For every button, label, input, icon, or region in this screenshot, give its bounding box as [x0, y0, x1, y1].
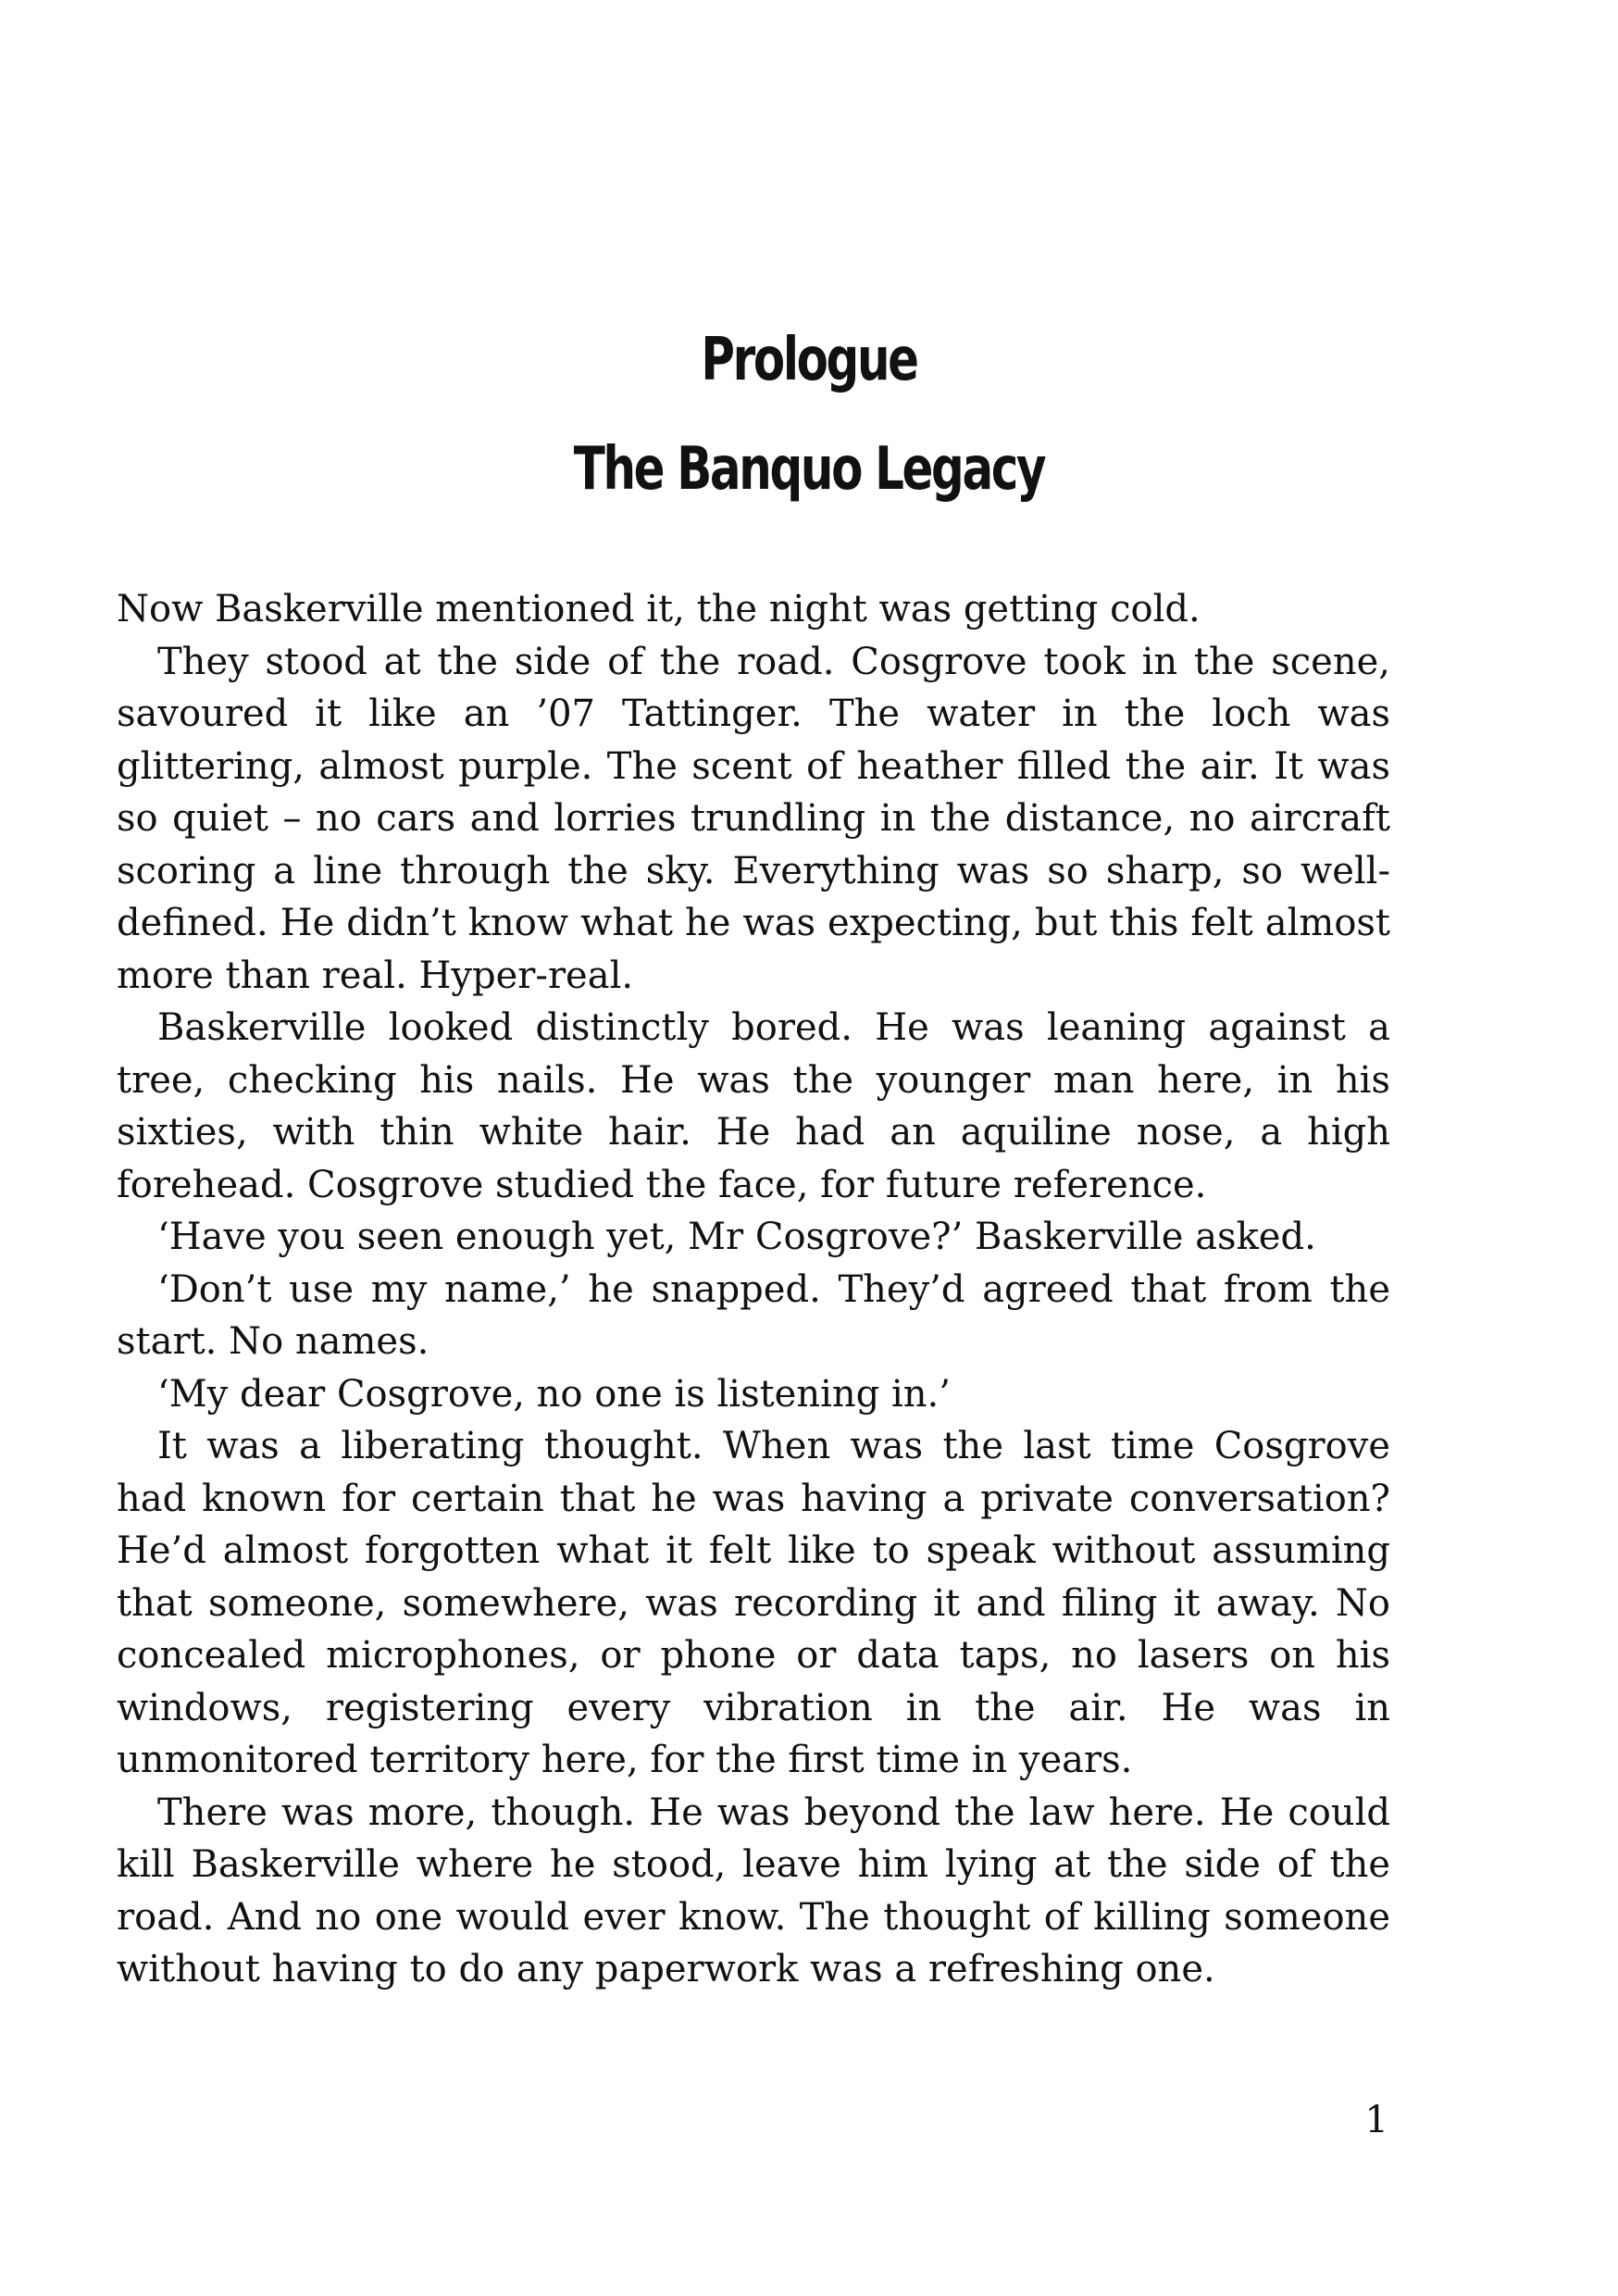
chapter-label: Prologue: [701, 326, 917, 394]
prologue-text: [117, 583, 1390, 1996]
paragraph: It was a liberating thought. When was the last time Cosgrove had known for certain that he was having a private conversation? He’d almost forgotten what it felt like to speak without assuming that someone, somewhere, was recording it and filing it away. No concealed microphones, or phone or data taps, no lasers on his windows, registering every vibration in the air. He was in unmonitored territory here, for the first time in years.: [117, 1425, 1390, 1781]
paragraph: ‘Don’t use my name,’ he snapped. They’d agreed that from the start. No names.: [117, 1267, 1390, 1363]
paragraph: There was more, though. He was beyond the law here. He could kill Baskerville where he stood, leave him lying at the side of the road. And no one would ever know. The thought of killing someone without having to do any paperwork was a refreshing one.: [117, 1791, 1390, 1990]
paragraph: ‘Have you seen enough yet, Mr Cosgrove?’ Baskerville asked.: [157, 1216, 1316, 1258]
paragraph: Now Baskerville mentioned it, the night was getting cold.: [117, 588, 1201, 630]
page-number: 1: [1364, 2099, 1388, 2141]
chapter-heading: [178, 306, 1439, 524]
paragraph: ‘My dear Cosgrove, no one is listening in.’: [157, 1372, 951, 1416]
paragraph: They stood at the side of the road. Cosgrove took in the scene, savoured it like an ’07 Tattinger. The water in the loch was glittering, almost purple. The scent of heather filled the air. It was so quiet – no cars and lorries trundling in the distance, no aircraft scoring a line through the sky. Everything was so sharp, so well-defined. He didn’t know what he was expecting, but this felt almost more than real. Hyper-real.: [117, 640, 1390, 997]
paragraph: Baskerville looked distinctly bored. He was leaning against a tree, checking his nails. He was the younger man here, in his sixties, with thin white hair. He had an aquiline nose, a high forehead. Cosgrove studied the face, for future reference.: [117, 1006, 1390, 1206]
chapter-title: The Banquo Legacy: [573, 435, 1045, 504]
